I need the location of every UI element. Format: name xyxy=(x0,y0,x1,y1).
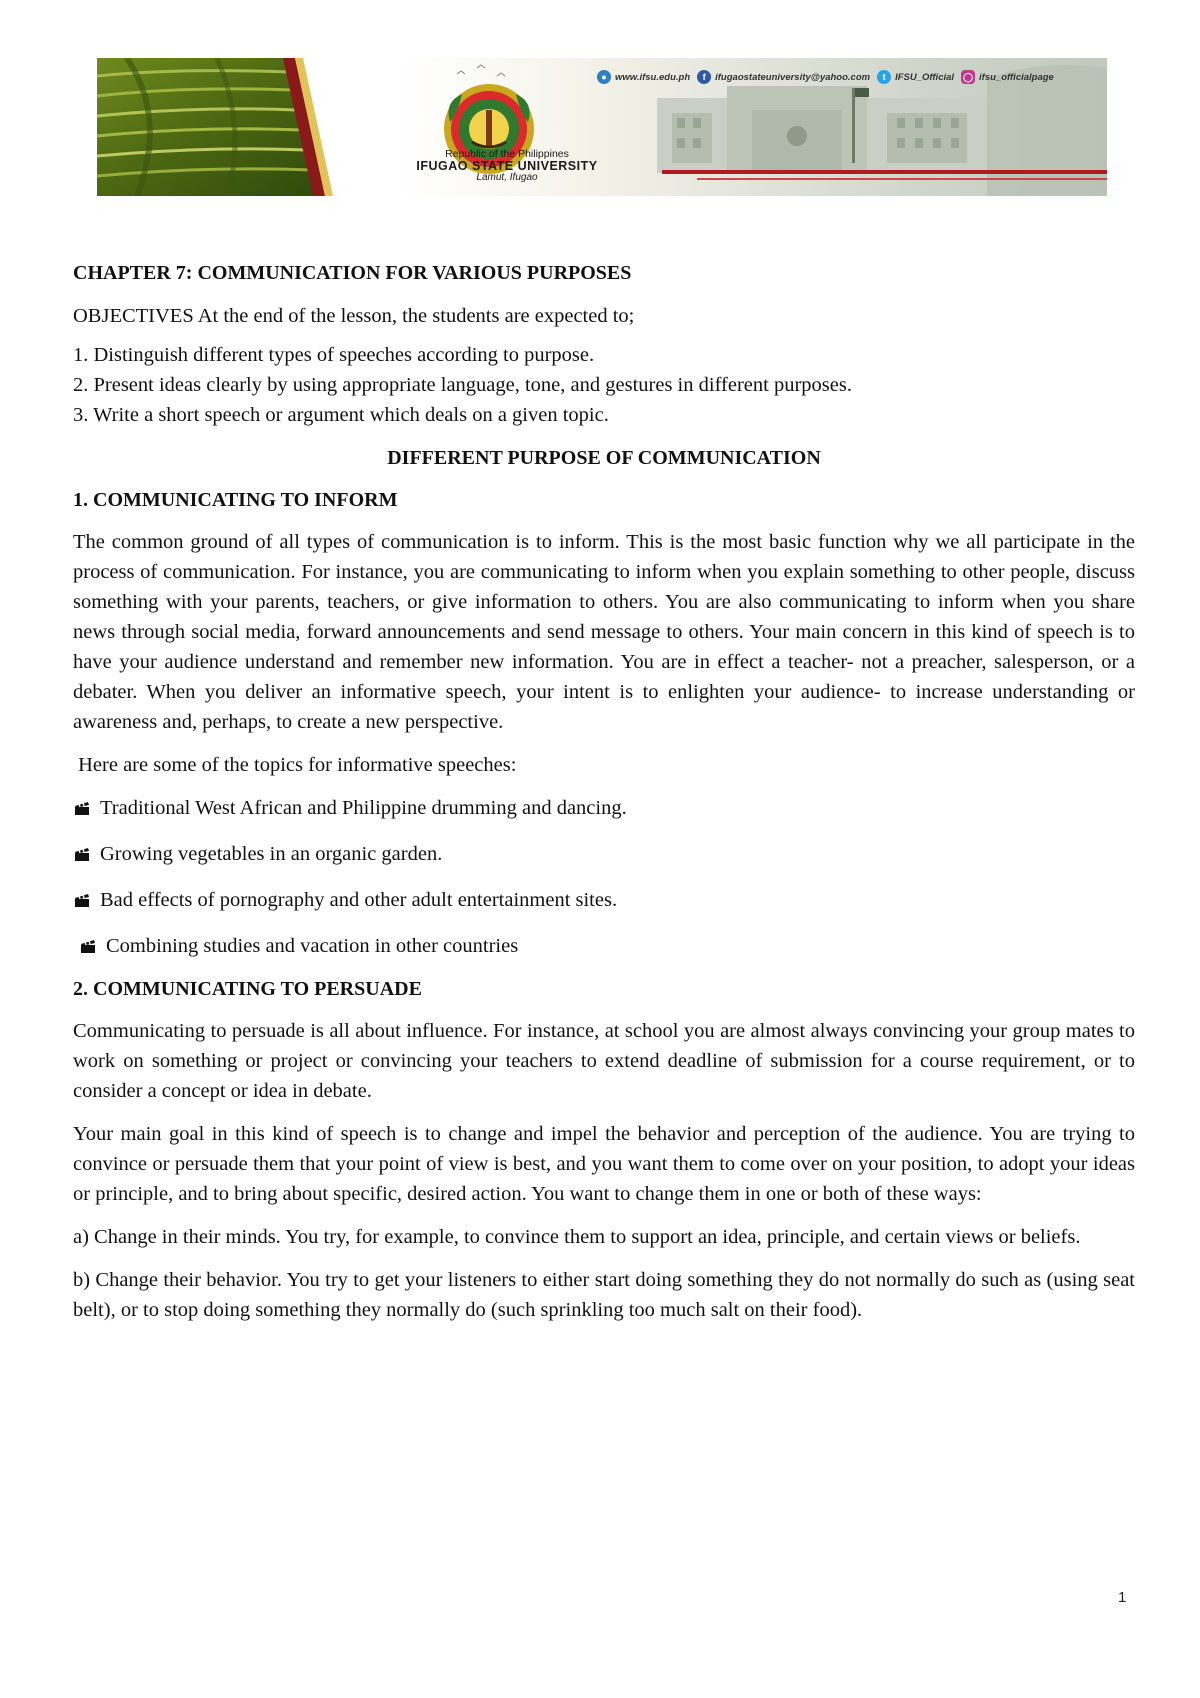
university-location: Lamut, Ifugao xyxy=(476,172,538,184)
university-header-banner xyxy=(97,58,1107,196)
persuade-item-b: b) Change their behavior. You try to get your listeners to either start doing something they do not normally do such as (using seat belt), or to stop doing something they normally do (such sprinkling too much salt on their food). xyxy=(73,1269,1135,1321)
persuade-paragraph-1: Communicating to persuade is all about influence. For instance, at school you are almost always convincing your group mates to work on something or project or convincing your teachers to extend deadline of submission for a course requirement, or to consider a concept or idea in debate. xyxy=(73,1020,1135,1102)
twitter-text: IFSU_Official xyxy=(895,71,955,83)
twitter-icon: t xyxy=(877,70,891,84)
clapperboard-icon xyxy=(73,845,91,863)
banner-red-stripe-thin xyxy=(697,178,1107,180)
social-contact-bar xyxy=(597,68,1107,86)
university-name: IFUGAO STATE UNIVERSITY xyxy=(416,159,598,174)
topics-intro: Here are some of the topics for informative speeches: xyxy=(73,754,517,776)
list-item xyxy=(73,885,1135,915)
persuade-paragraph-2: Your main goal in this kind of speech is to change and impel the behavior and perception of the audience. You are trying to convince or persuade them that your point of view is best, and you want them to come over on your position, to adopt your ideas or principle, and to bring about specific, desired action. You want to change them in one or both of these ways: xyxy=(73,1123,1135,1205)
list-item xyxy=(73,793,1135,823)
email-text: ifugaostateuniversity@yahoo.com xyxy=(715,71,871,83)
inform-paragraph: The common ground of all types of communication is to inform. This is the most basic function why we all participate in the process of communication. For instance, you are communicating to inform when you explain something to other people, discuss something with your parents, teachers, or give information to others. You are also communicating to inform when you share news through social media, forward announcements and send message to others. Your main concern in this kind of speech is to have your audience understand and remember new information. You are in effect a teacher- not a preacher, salesperson, or a debater. When you deliver an informative speech, your intent is to enlighten your audience- to increase understanding or awareness and, perhaps, to create a new perspective. xyxy=(73,531,1135,733)
main-heading: DIFFERENT PURPOSE OF COMMUNICATION xyxy=(387,447,821,469)
clapperboard-icon xyxy=(73,891,91,909)
objectives-list xyxy=(73,340,1135,430)
university-name-block xyxy=(387,149,627,184)
section-heading-inform: 1. COMMUNICATING TO INFORM xyxy=(73,489,398,511)
objective-item: 2. Present ideas clearly by using appropriate language, tone, and gestures in different purposes. xyxy=(73,374,852,396)
topic-text: Bad effects of pornography and other adult entertainment sites. xyxy=(100,889,618,911)
twitter-contact[interactable] xyxy=(877,70,954,84)
list-item xyxy=(73,839,1135,869)
clapperboard-icon xyxy=(73,799,91,817)
globe-icon: ● xyxy=(597,70,611,84)
objectives-intro: OBJECTIVES At the end of the lesson, the students are expected to; xyxy=(73,305,635,327)
topic-text: Combining studies and vacation in other countries xyxy=(106,935,519,957)
page-number: 1 xyxy=(1118,1589,1127,1606)
facebook-icon: f xyxy=(697,70,711,84)
persuade-item-a: a) Change in their minds. You try, for example, to convince them to support an idea, principle, and certain views or beliefs. xyxy=(73,1226,1081,1248)
section-heading-persuade: 2. COMMUNICATING TO PERSUADE xyxy=(73,978,422,1000)
instagram-text: ifsu_officialpage xyxy=(979,71,1054,83)
topic-text: Traditional West African and Philippine drumming and dancing. xyxy=(100,797,627,819)
instagram-icon: ◯ xyxy=(961,70,975,84)
website-contact[interactable] xyxy=(597,70,690,84)
website-text: www.ifsu.edu.ph xyxy=(615,71,691,83)
objective-item: 1. Distinguish different types of speeches according to purpose. xyxy=(73,344,595,366)
republic-text: Republic of the Philippines xyxy=(445,148,569,160)
banner-red-stripe xyxy=(662,170,1107,174)
clapperboard-icon xyxy=(79,937,97,955)
topic-text: Growing vegetables in an organic garden. xyxy=(100,843,443,865)
list-item xyxy=(73,931,1135,961)
objective-item: 3. Write a short speech or argument which deals on a given topic. xyxy=(73,404,609,426)
document-body xyxy=(73,258,1135,1338)
instagram-contact[interactable] xyxy=(961,70,1054,84)
facebook-contact[interactable] xyxy=(697,70,870,84)
chapter-title: CHAPTER 7: COMMUNICATION FOR VARIOUS PURPOSES xyxy=(73,262,632,284)
